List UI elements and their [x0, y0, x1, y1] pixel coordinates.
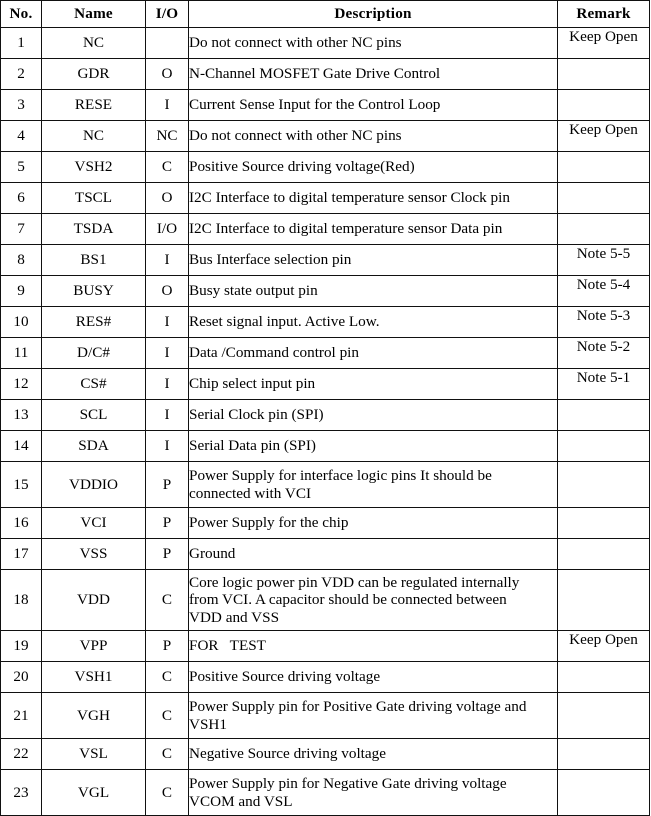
pin-description-cell: [189, 183, 558, 214]
column-header-description: Description: [189, 1, 558, 28]
pin-name-cell: VSH2: [42, 152, 146, 183]
pin-name-cell: VSH1: [42, 662, 146, 693]
description-line: Core logic power pin VDD can be regulated internally: [189, 573, 520, 591]
pin-io-cell: I: [146, 431, 189, 462]
pin-remark-cell: [558, 662, 650, 693]
pin-number-cell: 19: [1, 631, 42, 662]
pin-number-cell: 3: [1, 90, 42, 121]
pin-name-cell: VGH: [42, 693, 146, 739]
pin-number-cell: 18: [1, 570, 42, 631]
pin-remark-cell: Keep Open: [558, 28, 650, 59]
pin-description-cell: [189, 307, 558, 338]
pin-io-cell: P: [146, 508, 189, 539]
pin-io-cell: C: [146, 693, 189, 739]
description-line: Serial Data pin (SPI): [189, 437, 316, 455]
pin-description-cell: [189, 693, 558, 739]
pin-number-cell: 2: [1, 59, 42, 90]
table-row: [1, 508, 650, 539]
table-row: [1, 693, 650, 739]
description-line: Do not connect with other NC pins: [189, 127, 402, 145]
pin-description-cell: [189, 570, 558, 631]
pin-name-cell: SCL: [42, 400, 146, 431]
description-line: I2C Interface to digital temperature sensor Data pin: [189, 220, 503, 238]
pin-description-cell: [189, 431, 558, 462]
pin-remark-cell: Keep Open: [558, 631, 650, 662]
pin-description-cell: [189, 338, 558, 369]
table-body: [1, 28, 650, 816]
pin-name-cell: GDR: [42, 59, 146, 90]
pin-number-cell: 7: [1, 214, 42, 245]
pin-io-cell: C: [146, 770, 189, 816]
pin-io-cell: I: [146, 307, 189, 338]
table-row: [1, 338, 650, 369]
pin-remark-cell: [558, 693, 650, 739]
table-row: [1, 307, 650, 338]
pin-name-cell: VSL: [42, 739, 146, 770]
pin-io-cell: O: [146, 59, 189, 90]
pin-io-cell: P: [146, 462, 189, 508]
pin-number-cell: 23: [1, 770, 42, 816]
pin-io-cell: C: [146, 152, 189, 183]
description-line: Data /Command control pin: [189, 344, 359, 362]
description-line: Positive Source driving voltage: [189, 668, 381, 686]
description-line: I2C Interface to digital temperature sensor Clock pin: [189, 189, 510, 207]
pin-io-cell: NC: [146, 121, 189, 152]
pin-remark-cell: [558, 431, 650, 462]
pin-number-cell: 15: [1, 462, 42, 508]
table-row: [1, 539, 650, 570]
pin-description-cell: [189, 400, 558, 431]
pin-number-cell: 22: [1, 739, 42, 770]
table-row: [1, 28, 650, 59]
table-row: [1, 121, 650, 152]
pin-name-cell: VPP: [42, 631, 146, 662]
pin-description-cell: [189, 462, 558, 508]
pin-description-cell: [189, 245, 558, 276]
table-header: [1, 1, 650, 28]
table-row: [1, 183, 650, 214]
pin-remark-cell: [558, 90, 650, 121]
pin-description-cell: [189, 770, 558, 816]
pin-remark-cell: [558, 152, 650, 183]
description-line: N-Channel MOSFET Gate Drive Control: [189, 65, 441, 83]
table-row: [1, 214, 650, 245]
pin-number-cell: 4: [1, 121, 42, 152]
pin-remark-cell: [558, 400, 650, 431]
description-line: from VCI. A capacitor should be connected between: [189, 591, 507, 609]
table-row: [1, 245, 650, 276]
pin-remark-cell: [558, 59, 650, 90]
pin-description-cell: [189, 369, 558, 400]
pin-number-cell: 12: [1, 369, 42, 400]
pin-remark-cell: Note 5-5: [558, 245, 650, 276]
pin-description-cell: [189, 152, 558, 183]
pin-number-cell: 6: [1, 183, 42, 214]
pin-io-cell: P: [146, 539, 189, 570]
description-line: Serial Clock pin (SPI): [189, 406, 324, 424]
table-header-row: [1, 1, 650, 28]
pin-number-cell: 9: [1, 276, 42, 307]
pin-number-cell: 14: [1, 431, 42, 462]
description-line: VSH1: [189, 715, 227, 733]
table-row: [1, 59, 650, 90]
pin-io-cell: I: [146, 400, 189, 431]
pin-remark-cell: [558, 770, 650, 816]
pin-name-cell: CS#: [42, 369, 146, 400]
pin-number-cell: 13: [1, 400, 42, 431]
table-row: [1, 770, 650, 816]
column-header-name: Name: [42, 1, 146, 28]
description-line: Positive Source driving voltage(Red): [189, 158, 415, 176]
column-header-io: I/O: [146, 1, 189, 28]
pin-description-cell: [189, 90, 558, 121]
pin-io-cell: I: [146, 338, 189, 369]
pin-number-cell: 5: [1, 152, 42, 183]
table-row: [1, 431, 650, 462]
pin-name-cell: RESE: [42, 90, 146, 121]
pin-name-cell: NC: [42, 121, 146, 152]
pin-name-cell: SDA: [42, 431, 146, 462]
description-line: Busy state output pin: [189, 282, 318, 300]
pin-io-cell: [146, 28, 189, 59]
description-line: Power Supply for the chip: [189, 514, 349, 532]
description-line: Ground: [189, 545, 236, 563]
pin-name-cell: NC: [42, 28, 146, 59]
pin-io-cell: C: [146, 739, 189, 770]
pin-number-cell: 17: [1, 539, 42, 570]
table-row: [1, 400, 650, 431]
pin-number-cell: 16: [1, 508, 42, 539]
pin-remark-cell: [558, 183, 650, 214]
pin-name-cell: D/C#: [42, 338, 146, 369]
pin-number-cell: 11: [1, 338, 42, 369]
table-row: [1, 90, 650, 121]
pin-description-cell: [189, 28, 558, 59]
pin-number-cell: 21: [1, 693, 42, 739]
pin-io-cell: O: [146, 183, 189, 214]
pin-remark-cell: [558, 539, 650, 570]
pin-name-cell: VSS: [42, 539, 146, 570]
pin-remark-cell: [558, 570, 650, 631]
description-line: Do not connect with other NC pins: [189, 34, 402, 52]
pin-remark-cell: [558, 214, 650, 245]
description-line: Negative Source driving voltage: [189, 745, 386, 763]
pin-remark-cell: Note 5-1: [558, 369, 650, 400]
table-row: [1, 152, 650, 183]
pin-description-cell: [189, 539, 558, 570]
table-row: [1, 570, 650, 631]
table-row: [1, 369, 650, 400]
pin-description-cell: [189, 662, 558, 693]
description-line: Current Sense Input for the Control Loop: [189, 96, 441, 114]
pin-name-cell: TSCL: [42, 183, 146, 214]
pin-remark-cell: Keep Open: [558, 121, 650, 152]
pin-name-cell: VDD: [42, 570, 146, 631]
pin-io-cell: C: [146, 662, 189, 693]
description-line: FOR TEST: [189, 637, 266, 655]
pin-description-cell: [189, 508, 558, 539]
description-line: connected with VCI: [189, 484, 312, 502]
pin-number-cell: 20: [1, 662, 42, 693]
pin-number-cell: 10: [1, 307, 42, 338]
pin-io-cell: O: [146, 276, 189, 307]
table-row: [1, 662, 650, 693]
pin-io-cell: I: [146, 245, 189, 276]
pin-io-cell: I: [146, 90, 189, 121]
description-line: VCOM and VSL: [189, 792, 293, 810]
pin-remark-cell: [558, 462, 650, 508]
pin-name-cell: RES#: [42, 307, 146, 338]
pin-io-cell: P: [146, 631, 189, 662]
pin-description-cell: [189, 214, 558, 245]
pin-number-cell: 8: [1, 245, 42, 276]
pin-name-cell: VGL: [42, 770, 146, 816]
description-line: Power Supply for interface logic pins It should be: [189, 466, 492, 484]
pin-description-cell: [189, 631, 558, 662]
pin-description-cell: [189, 59, 558, 90]
pin-number-cell: 1: [1, 28, 42, 59]
pin-name-cell: BS1: [42, 245, 146, 276]
description-line: Bus Interface selection pin: [189, 251, 352, 269]
table-row: [1, 276, 650, 307]
pin-name-cell: VDDIO: [42, 462, 146, 508]
table-row: [1, 631, 650, 662]
pin-remark-cell: Note 5-4: [558, 276, 650, 307]
pin-remark-cell: Note 5-3: [558, 307, 650, 338]
column-header-remark: Remark: [558, 1, 650, 28]
description-line: Reset signal input. Active Low.: [189, 313, 380, 331]
pin-remark-cell: Note 5-2: [558, 338, 650, 369]
column-header-no: No.: [1, 1, 42, 28]
description-line: VDD and VSS: [189, 608, 280, 626]
pin-io-cell: I: [146, 369, 189, 400]
table-row: [1, 462, 650, 508]
pin-description-cell: [189, 121, 558, 152]
pin-io-cell: I/O: [146, 214, 189, 245]
description-line: Power Supply pin for Negative Gate driving voltage: [189, 774, 507, 792]
pin-name-cell: TSDA: [42, 214, 146, 245]
pin-name-cell: BUSY: [42, 276, 146, 307]
pin-io-cell: C: [146, 570, 189, 631]
description-line: Chip select input pin: [189, 375, 316, 393]
pin-remark-cell: [558, 508, 650, 539]
pin-name-cell: VCI: [42, 508, 146, 539]
pin-description-cell: [189, 276, 558, 307]
description-line: Power Supply pin for Positive Gate driving voltage and: [189, 697, 527, 715]
